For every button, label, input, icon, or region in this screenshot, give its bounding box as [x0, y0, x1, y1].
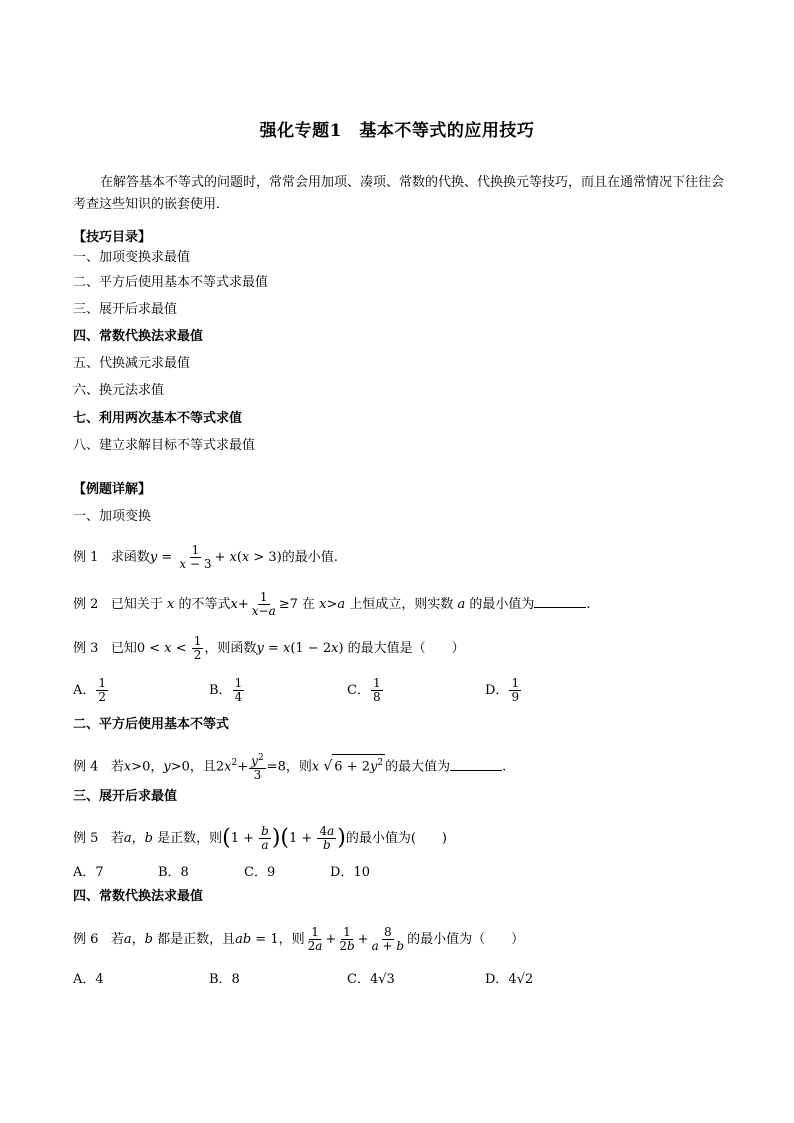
- option-c[interactable]: C． $\frac{1}{8}$: [347, 676, 381, 704]
- option-b[interactable]: B．8: [158, 865, 189, 880]
- option-a[interactable]: A．4: [73, 972, 104, 987]
- section-heading: 三、展开后求最值: [73, 789, 178, 804]
- toc-item: 一、加项变换求最值: [73, 250, 191, 265]
- toc-item: 五、代换减元求最值: [73, 356, 191, 371]
- math-fraction: $\frac{1}{2}$: [193, 634, 202, 662]
- section-heading: 二、平方后使用基本不等式: [73, 717, 230, 732]
- answer-blank[interactable]: [450, 758, 502, 771]
- example-label: 例 3: [73, 641, 99, 656]
- example-6: 例 6 若a，b 都是正数，且ab = 1，则 $\frac{1}{2a}$ + $\frac{1}{2b}$ + $\frac{8}{a + b}$ 的最小值为（ ）: [73, 925, 525, 953]
- option-b[interactable]: B．8: [209, 972, 240, 987]
- option-d[interactable]: D． $\frac{1}{9}$: [485, 676, 520, 704]
- toc-item: 三、展开后求最值: [73, 302, 178, 317]
- example-label: 例 2: [73, 597, 99, 612]
- option-d[interactable]: D．4√2: [485, 972, 534, 987]
- intro-paragraph: 在解答基本不等式的问题时，常常会用加项、凑项、常数的代换、代换换元等技巧，而且在通常情况下往往会考查这些知识的嵌套使用．: [73, 175, 725, 212]
- math-fraction: $\frac{y^2}{3}$: [251, 753, 264, 782]
- math-fraction: $\frac{1}{2a}$: [307, 925, 323, 953]
- section-heading: 一、加项变换: [73, 509, 152, 524]
- option-a[interactable]: A．7: [73, 865, 104, 880]
- math-fraction: $\frac{4a}{b}$: [319, 824, 335, 852]
- option-a[interactable]: A． $\frac{1}{2}$: [73, 676, 107, 704]
- math-fraction: $\frac{1}{x-a}$: [251, 590, 276, 618]
- math-fraction: $\frac{b}{a}$: [261, 824, 269, 852]
- toc-item: 二、平方后使用基本不等式求最值: [73, 275, 269, 290]
- toc-item: 八、建立求解目标不等式求最值: [73, 438, 256, 453]
- examples-heading: 【例题详解】: [73, 482, 152, 497]
- toc-item: 四、常数代换法求最值: [73, 329, 204, 344]
- math-fraction: $\frac{8}{a + b}$: [371, 925, 405, 953]
- toc-heading: 【技巧目录】: [73, 230, 152, 245]
- toc-item: 六、换元法求值: [73, 383, 165, 398]
- example-label: 例 1: [73, 550, 99, 565]
- example-1: 例 1 求函数y = $\frac{1}{x - 3}$ + x(x > 3)的最小值.: [73, 543, 338, 571]
- example-label: 例 5: [73, 831, 99, 846]
- page-title: 强化专题1 基本不等式的应用技巧: [259, 121, 535, 141]
- option-c[interactable]: C．4√3: [347, 972, 395, 987]
- math-fraction: $\frac{1}{x - 3}$: [179, 543, 212, 571]
- toc-item: 七、利用两次基本不等式求值: [73, 411, 243, 426]
- option-d[interactable]: D．10: [330, 865, 370, 880]
- option-c[interactable]: C．9: [244, 865, 276, 880]
- option-b[interactable]: B． $\frac{1}{4}$: [209, 676, 243, 704]
- example-3: 例 3 已知0 < x < $\frac{1}{2}$ ，则函数y = x(1 − 2x) 的最大值是（ ）: [73, 634, 465, 662]
- example-label: 例 6: [73, 932, 99, 947]
- example-5: 例 5 若a，b 是正数，则(1 + $\frac{b}{a}$ )(1 + $\frac{4a}{b}$ )的最小值为( ): [73, 824, 447, 852]
- example-4: 例 4 若x>0，y>0，且$2x^2+$ $\frac{y^2}{3}$ =8，则x √ $6 + 2y^2$ 的最大值为 .: [73, 753, 507, 782]
- example-2: 例 2 已知关于 x 的不等式x+ $\frac{1}{x-a}$ ≥7 在 x>a 上恒成立，则实数 a 的最小值为 .: [73, 590, 591, 618]
- math-fraction: $\frac{1}{2b}$: [339, 925, 355, 953]
- answer-blank[interactable]: [534, 595, 586, 608]
- section-heading: 四、常数代换法求最值: [73, 889, 204, 904]
- example-label: 例 4: [73, 759, 99, 775]
